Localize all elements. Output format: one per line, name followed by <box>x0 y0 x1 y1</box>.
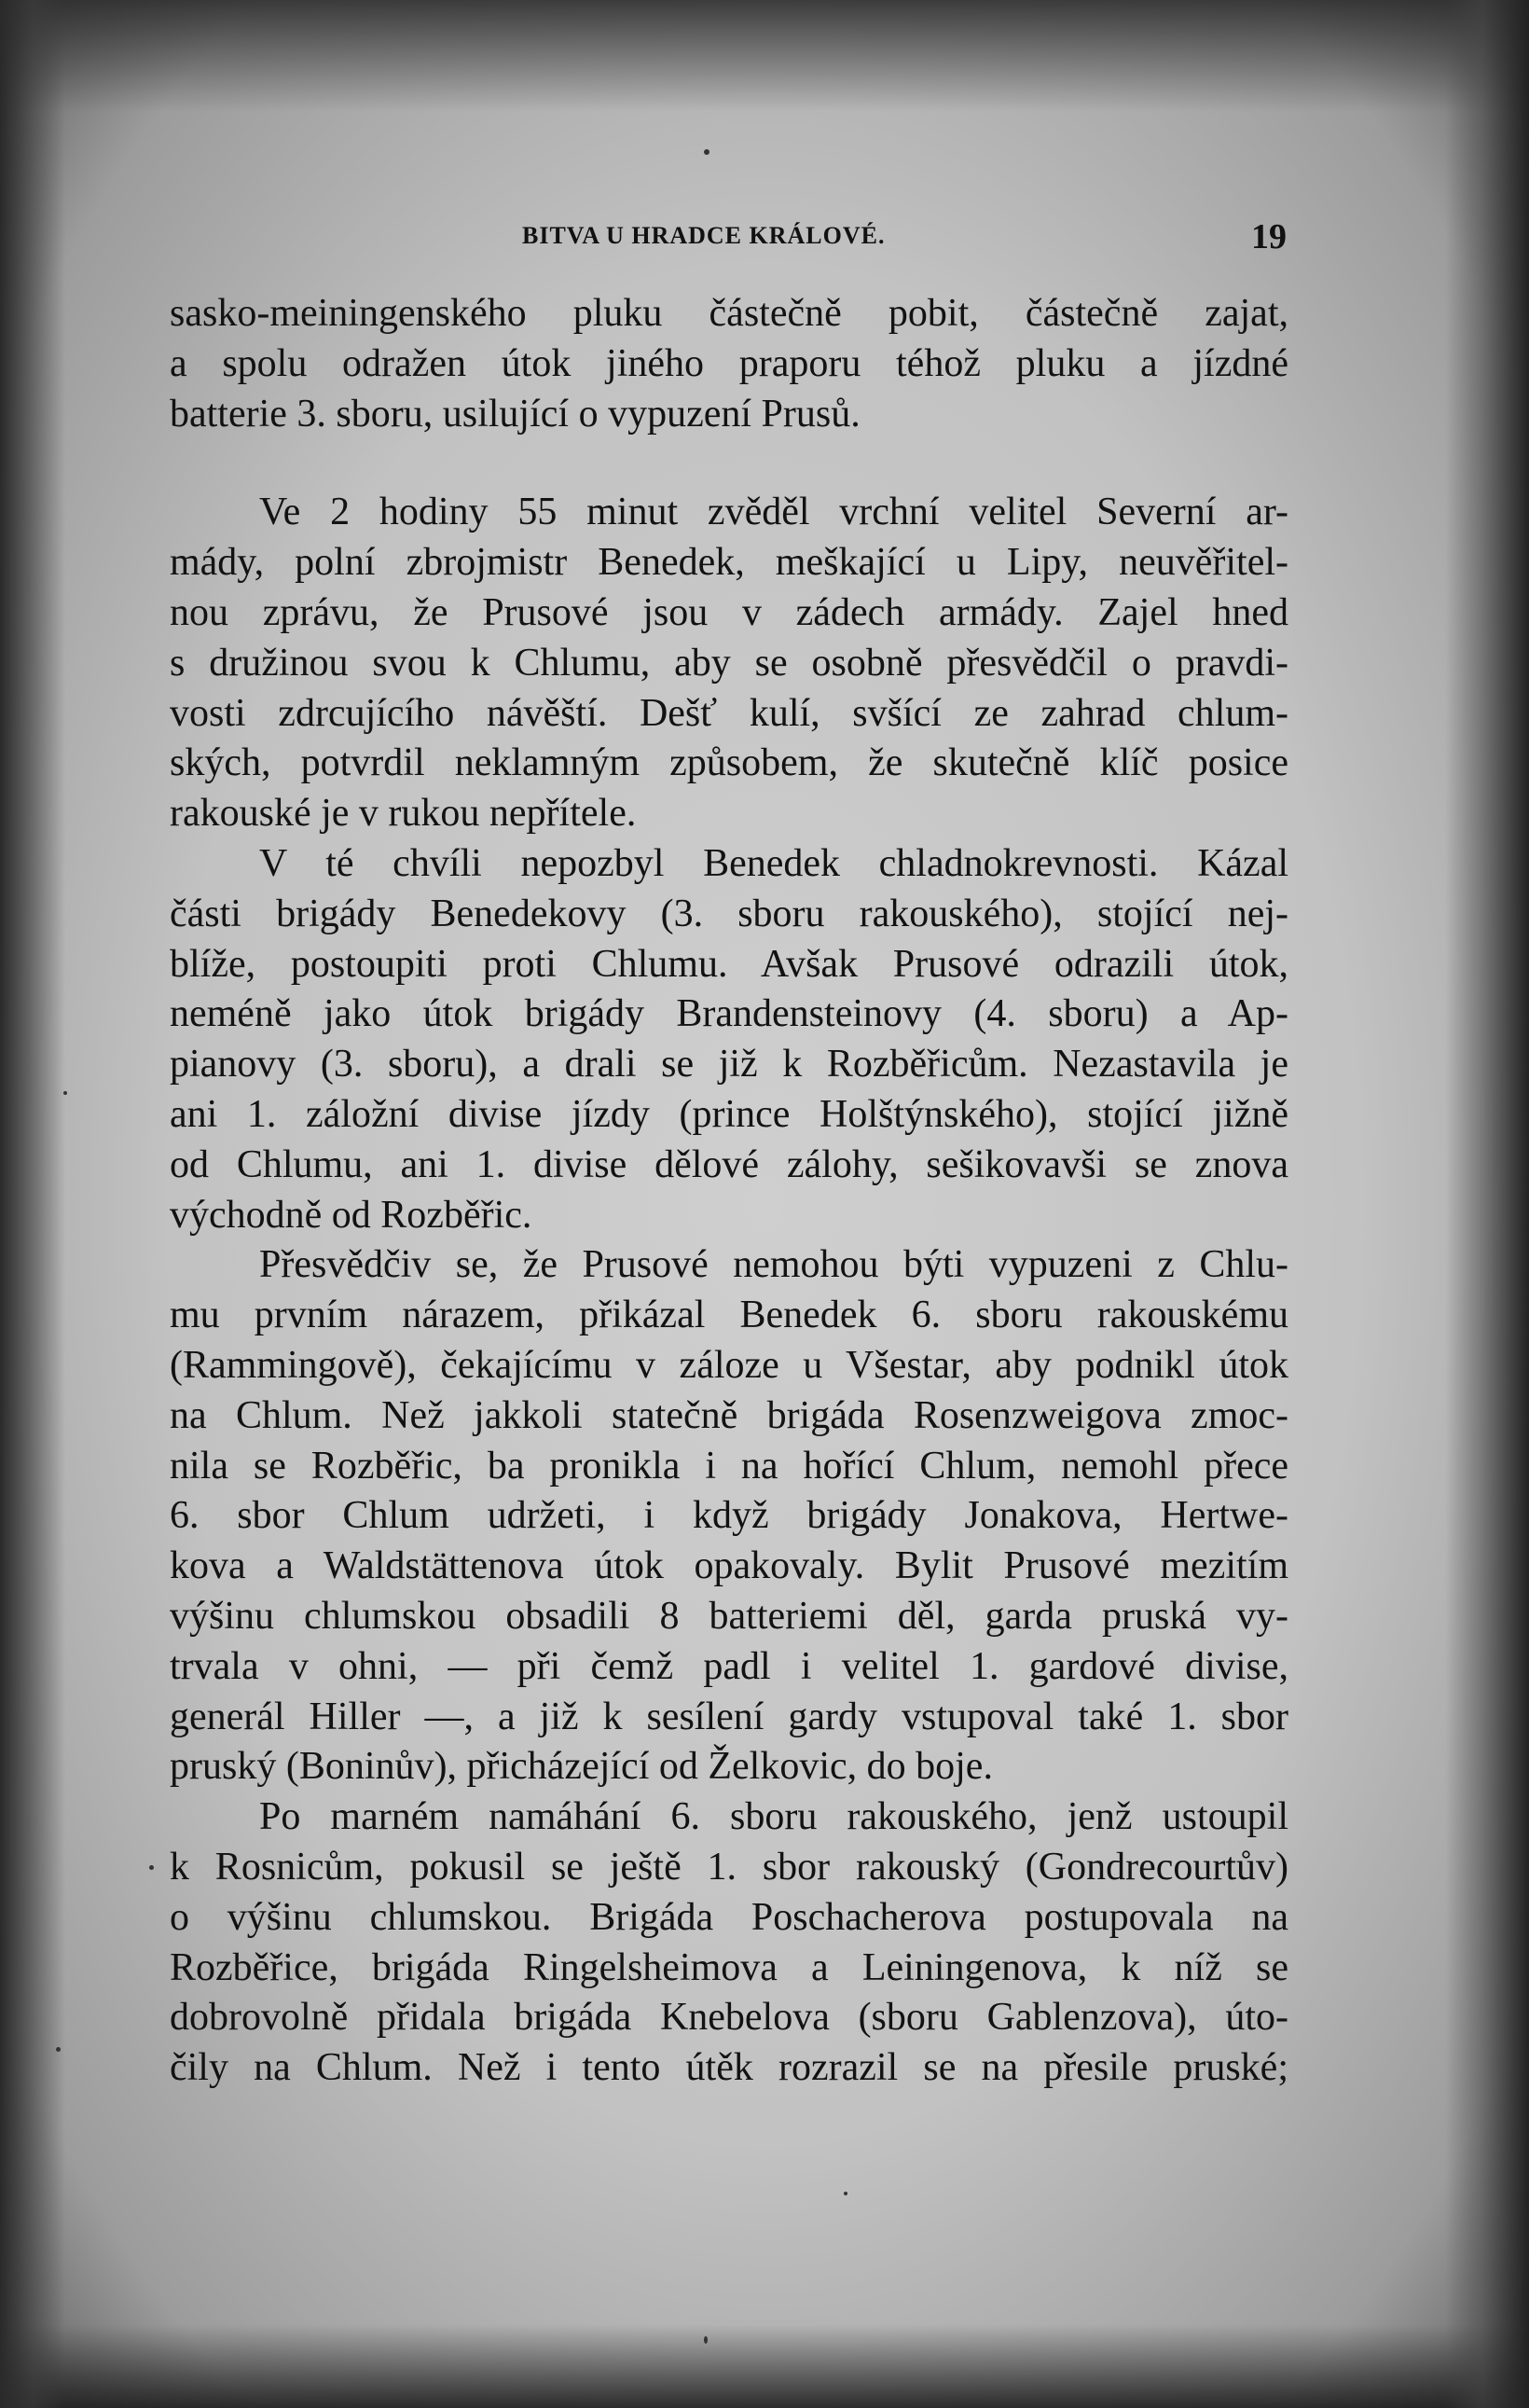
text-line: Přesvědčiv se, že Prusové nemohou býti vypuzeni z Chlu- <box>259 1243 1288 1287</box>
paragraph-gap <box>170 439 1288 488</box>
scan-shadow-top <box>0 0 1529 112</box>
text-line: ani 1. záložní divise jízdy (prince Holštýnského), stojící jižně <box>170 1092 1288 1136</box>
text-line: od Chlumu, ani 1. divise dělové zálohy, sešikovavši se znova <box>170 1142 1288 1186</box>
text-line: batterie 3. sboru, usilující o vypuzení Prusů. <box>170 392 861 436</box>
scan-speck <box>844 2192 847 2195</box>
text-line: na Chlum. Než jakkoli statečně brigáda Rosenzweigova zmoc- <box>170 1393 1288 1437</box>
text-line: (Rammingově), čekajícímu v záloze u Všestar, aby podnikl útok <box>170 1343 1288 1387</box>
text-line: východně od Rozběřic. <box>170 1193 532 1237</box>
text-line: mu prvním nárazem, přikázal Benedek 6. sboru rakouskému <box>170 1294 1288 1337</box>
text-line: dobrovolně přidala brigáda Knebelova (sboru Gablenzova), úto- <box>170 1996 1288 2040</box>
text-line: s družinou svou k Chlumu, aby se osobně přesvědčil o pravdi- <box>170 641 1288 685</box>
text-line: mády, polní zbrojmistr Benedek, meškající u Lipy, neuvěřitel- <box>170 541 1288 585</box>
text-line: generál Hiller —, a již k sesílení gardy vstupoval také 1. sbor <box>170 1695 1288 1738</box>
text-line: Po marném namáhání 6. sboru rakouského, jenž ustoupil <box>259 1795 1288 1839</box>
text-line: rakouské je v rukou nepřítele. <box>170 792 637 836</box>
text-line: Rozběřice, brigáda Ringelsheimova a Leiningenova, k níž se <box>170 1945 1288 1989</box>
text-line: části brigády Benedekovy (3. sboru rakouského), stojící nej- <box>170 892 1288 935</box>
scan-speck <box>149 1865 154 1870</box>
scan-speck <box>704 149 709 155</box>
paragraph-3 <box>170 839 1288 1240</box>
text-line: 6. sbor Chlum udržeti, i když brigády Jonakova, Hertwe- <box>170 1494 1288 1538</box>
paragraph-5 <box>170 1792 1288 2094</box>
text-line: trvala v ohni, — při čemž padl i velitel 1. gardové divise, <box>170 1644 1288 1688</box>
text-line: sasko-meiningenského pluku částečně pobit, částečně zajat, <box>170 292 1288 335</box>
paragraph-4 <box>170 1240 1288 1792</box>
text-line: a spolu odražen útok jiného praporu téhož pluku a jízdné <box>170 341 1288 385</box>
text-line: k Rosnicům, pokusil se ještě 1. sbor rakouský (Gondrecourtův) <box>170 1845 1288 1889</box>
text-line: vosti zdrcujícího návěští. Dešť kulí, svšící ze zahrad chlum- <box>170 691 1288 735</box>
text-line: o výšinu chlumskou. Brigáda Poschacherova postupovala na <box>170 1895 1288 1939</box>
scan-speck <box>56 2047 61 2052</box>
text-line: pianovy (3. sboru), a drali se již k Rozběřicům. Nezastavila je <box>170 1043 1288 1086</box>
text-line: výšinu chlumskou obsadili 8 batteriemi děl, garda pruská vy- <box>170 1594 1288 1638</box>
paragraph-2 <box>170 488 1288 839</box>
scan-shadow-right <box>1445 0 1529 2408</box>
text-line: nila se Rozběřic, ba pronikla i na hořící Chlum, nemohl přece <box>170 1444 1288 1488</box>
text-line: V té chvíli nepozbyl Benedek chladnokrevnosti. Kázal <box>259 841 1288 885</box>
text-line: kova a Waldstättenova útok opakovaly. Bylit Prusové mezitím <box>170 1544 1288 1588</box>
page-number: 19 <box>1251 217 1287 256</box>
page-header <box>168 216 1287 254</box>
paragraph-1 <box>170 289 1288 439</box>
scan-shadow-bottom <box>0 2324 1529 2408</box>
text-line: Ve 2 hodiny 55 minut zvěděl vrchní velitel Severní ar- <box>259 491 1288 534</box>
text-line: pruský (Boninův), přicházející od Želkovic, do boje. <box>170 1745 993 1789</box>
text-line: ských, potvrdil neklamným způsobem, že skutečně klíč posice <box>170 741 1288 785</box>
scan-shadow-left <box>0 0 65 2408</box>
scan-speck <box>704 2336 708 2344</box>
text-line: čily na Chlum. Než i tento útěk rozrazil se na přesile pruské; <box>170 2046 1288 2090</box>
text-line: neméně jako útok brigády Brandensteinovy (4. sboru) a Ap- <box>170 992 1288 1036</box>
text-line: blíže, postoupiti proti Chlumu. Avšak Prusové odrazili útok, <box>170 942 1288 986</box>
text-line: nou zprávu, že Prusové jsou v zádech armády. Zajel hned <box>170 590 1288 634</box>
running-title: BITVA U HRADCE KRÁLOVÉ. <box>522 222 886 249</box>
body-text <box>170 289 1288 2094</box>
scan-speck <box>63 1091 67 1095</box>
